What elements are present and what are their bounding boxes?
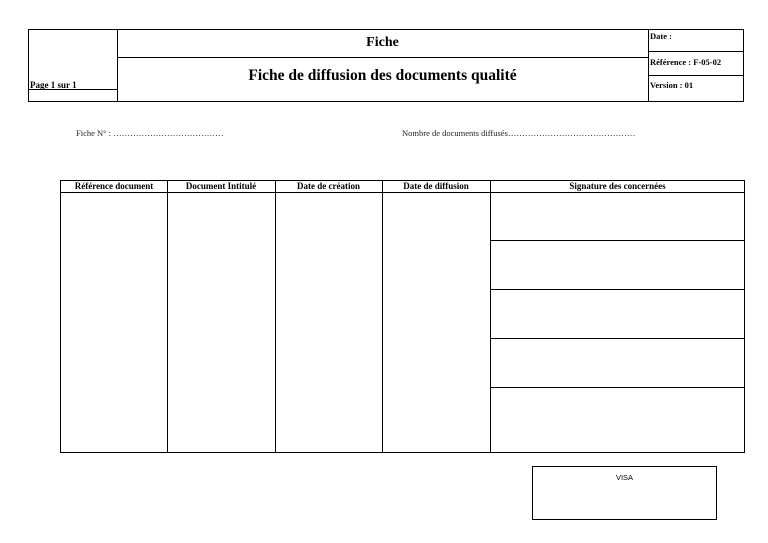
table-header-separator — [61, 192, 744, 193]
signature-row-separator — [490, 338, 744, 339]
header-divider-right — [648, 30, 649, 101]
page-info: Page 1 sur 1 — [30, 80, 77, 90]
header-title-separator — [117, 57, 648, 58]
distribution-table — [60, 180, 745, 453]
table-column-divider — [275, 181, 276, 452]
reference-label: Référence : F-05-02 — [650, 57, 722, 67]
signature-row-separator — [490, 387, 744, 388]
column-header-reference: Référence document — [74, 181, 154, 191]
table-column-divider — [167, 181, 168, 452]
version-label: Version : 01 — [650, 80, 694, 90]
visa-box[interactable] — [532, 466, 717, 520]
header-date-separator — [648, 51, 743, 52]
column-header-diffusion-date: Date de diffusion — [403, 181, 469, 191]
document-count-field[interactable]: Nombre de documents diffusés……………………………………… — [402, 128, 636, 138]
document-title: Fiche de diffusion des documents qualité — [248, 67, 517, 84]
column-header-creation-date: Date de création — [297, 181, 360, 191]
header-reference-separator — [648, 75, 743, 76]
table-column-divider — [490, 181, 491, 452]
table-column-divider — [382, 181, 383, 452]
date-label: Date : — [650, 31, 672, 41]
signature-row-separator — [490, 240, 744, 241]
header-title: Fiche — [366, 35, 399, 50]
visa-label: VISA — [615, 473, 634, 482]
signature-row-separator — [490, 289, 744, 290]
fiche-number-field[interactable]: Fiche N° : ………………………………… — [76, 128, 224, 138]
column-header-signature: Signature des concernées — [569, 181, 666, 191]
column-header-title: Document Intitulé — [185, 181, 257, 191]
